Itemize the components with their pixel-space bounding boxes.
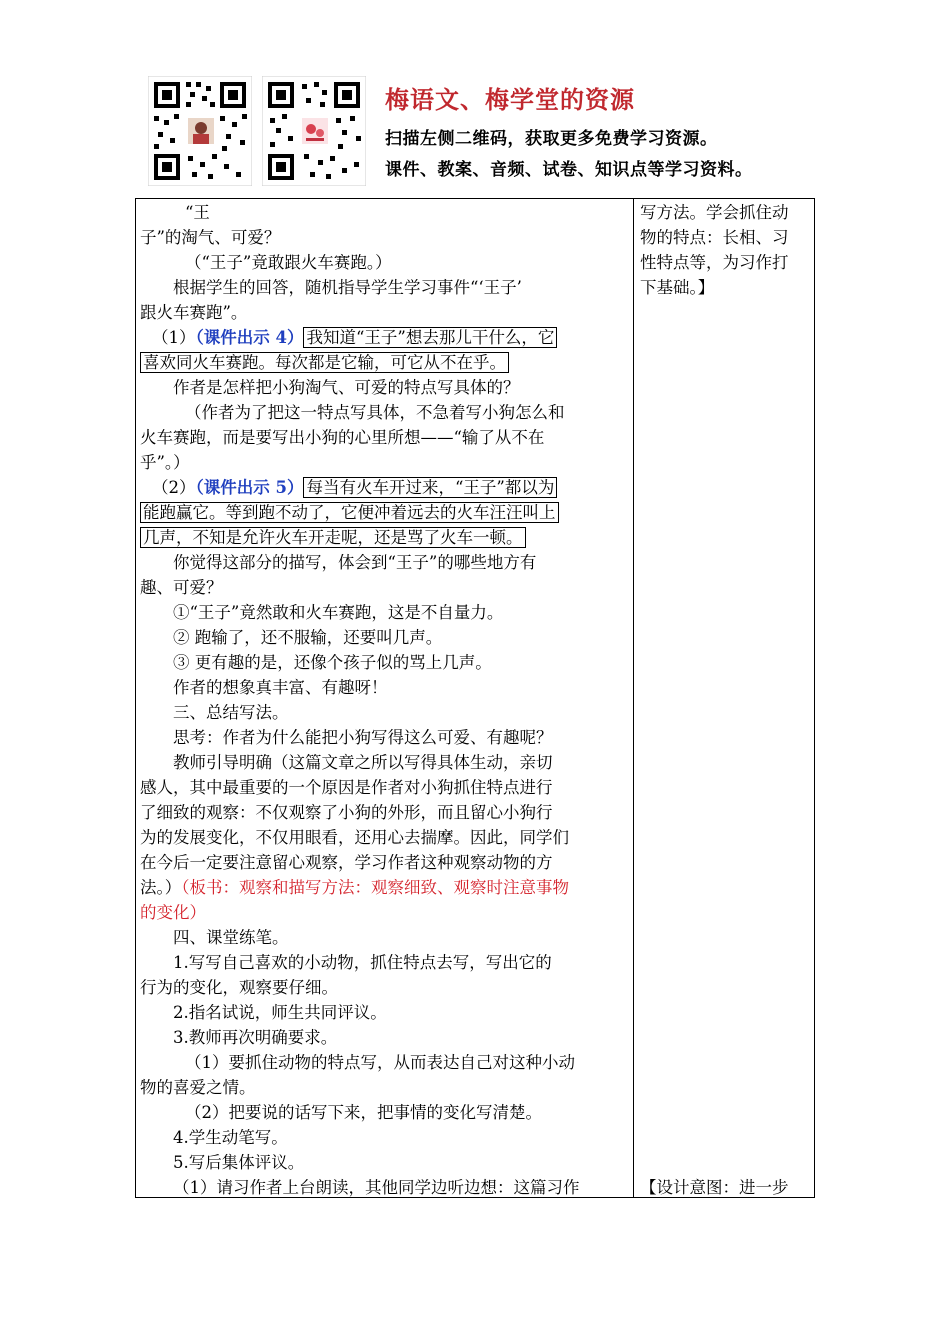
board-note-end: 的变化） xyxy=(140,903,206,922)
qr-code-left xyxy=(148,76,252,186)
slide-5-line xyxy=(140,475,630,500)
design-note-line: 写方法。学会抓住动 xyxy=(640,203,789,222)
body-line: 作者是怎样把小狗淘气、可爱的特点写具体的？ xyxy=(173,378,520,397)
body-line: 为的发展变化，不仅用眼看，还用心去揣摩。因此，同学们 xyxy=(140,828,569,847)
slide-quote-4a: 我知道“王子”想去那儿干什么，它 xyxy=(303,327,557,348)
board-note: （板书：观察和描写方法：观察细致、观察时注意事物 xyxy=(181,878,569,897)
lesson-body xyxy=(140,200,630,1200)
design-note-line: 物的特点：长相、习 xyxy=(640,228,789,247)
board-note-line xyxy=(140,875,630,900)
slide-label-5: （课件出示 5） xyxy=(195,478,304,497)
qr-code-right xyxy=(262,76,366,186)
body-line: 跟火车赛跑”。 xyxy=(140,303,248,322)
body-text: 法。） xyxy=(140,878,182,897)
table-border-left xyxy=(135,198,136,1198)
body-line: 你觉得这部分的描写，体会到“王子”的哪些地方有 xyxy=(173,553,537,572)
body-line: （作者为了把这一特点写具体，不急着写小狗怎么和 xyxy=(185,403,565,422)
body-line: 3.教师再次明确要求。 xyxy=(173,1028,338,1047)
table-column-divider xyxy=(633,198,634,1198)
brand-subtitle-2: 课件、教案、音频、试卷、知识点等学习资料。 xyxy=(385,160,753,180)
body-line: 4.学生动笔写。 xyxy=(173,1128,288,1147)
body-line: 在今后一定要注意留心观察，学习作者这种观察动物的方 xyxy=(140,853,553,872)
body-line: （“王子”竟敢跟火车赛跑。） xyxy=(185,253,392,272)
slide-quote-5c: 几声，不知是允许火车开走呢，还是骂了火车一顿。 xyxy=(140,527,526,548)
body-line: ② 跑输了，还不服输，还要叫几声。 xyxy=(173,628,443,647)
body-line: 了细致的观察：不仅观察了小狗的外形，而且留心小狗行 xyxy=(140,803,553,822)
section-heading: 四、课堂练笔。 xyxy=(173,928,289,947)
body-line: 教师引导明确（这篇文章之所以写得具体生动，亲切 xyxy=(173,753,553,772)
body-line: 思考：作者为什么能把小狗写得这么可爱、有趣呢？ xyxy=(173,728,553,747)
body-line: 作者的想象真丰富、有趣呀！ xyxy=(173,678,388,697)
body-line: 趣、可爱？ xyxy=(140,578,223,597)
body-line: 2.指名试说，师生共同评议。 xyxy=(173,1003,387,1022)
body-line: 物的喜爱之情。 xyxy=(140,1078,256,1097)
design-note-line: 性特点等，为习作打 xyxy=(640,253,789,272)
brand-subtitle-1: 扫描左侧二维码，获取更多免费学习资源。 xyxy=(385,129,718,149)
body-line: 子”的淘气、可爱？ xyxy=(140,228,281,247)
item-number: （2） xyxy=(152,478,196,497)
section-heading: 三、总结写法。 xyxy=(173,703,289,722)
body-line: 行为的变化，观察要仔细。 xyxy=(140,978,338,997)
body-line: （1）请习作者上台朗读，其他同学边听边想：这篇习作 xyxy=(173,1178,580,1197)
body-line: 1.写写自己喜欢的小动物，抓住特点去写，写出它的 xyxy=(173,953,552,972)
item-number: （1） xyxy=(152,328,196,347)
design-notes-2 xyxy=(640,1175,812,1200)
slide-quote-5b: 能跑赢它。等到跑不动了，它便冲着远去的火车汪汪叫上 xyxy=(140,502,559,523)
design-notes xyxy=(640,200,812,300)
body-line: 感人，其中最重要的一个原因是作者对小狗抓住特点进行 xyxy=(140,778,553,797)
body-line: 5.写后集体评议。 xyxy=(173,1153,305,1172)
body-line: （2）把要说的话写下来，把事情的变化写清楚。 xyxy=(185,1103,542,1122)
body-line: “王 xyxy=(185,203,210,222)
slide-quote-5a: 每当有火车开过来，“王子”都以为 xyxy=(303,477,557,498)
brand-title: 梅语文、梅学堂的资源 xyxy=(385,86,635,114)
body-line: 根据学生的回答，随机指导学生学习事件“‘王子’ xyxy=(173,278,522,297)
body-line: 火车赛跑，而是要写出小狗的心里所想——“输了从不在 xyxy=(140,428,545,447)
slide-4-line xyxy=(140,325,630,350)
design-note-line: 【设计意图：进一步 xyxy=(640,1178,789,1197)
body-line: （1）要抓住动物的特点写，从而表达自己对这种小动 xyxy=(185,1053,575,1072)
slide-label-4: （课件出示 4） xyxy=(195,328,304,347)
design-note-line: 下基础。】 xyxy=(640,278,715,297)
body-line: ①“王子”竟然敢和火车赛跑，这是不自量力。 xyxy=(173,603,504,622)
body-line: ③ 更有趣的是，还像个孩子似的骂上几声。 xyxy=(173,653,492,672)
table-border-right xyxy=(814,198,815,1198)
body-line: 乎”。） xyxy=(140,453,190,472)
slide-quote-4b: 喜欢同火车赛跑。每次都是它输，可它从不在乎。 xyxy=(140,352,509,373)
